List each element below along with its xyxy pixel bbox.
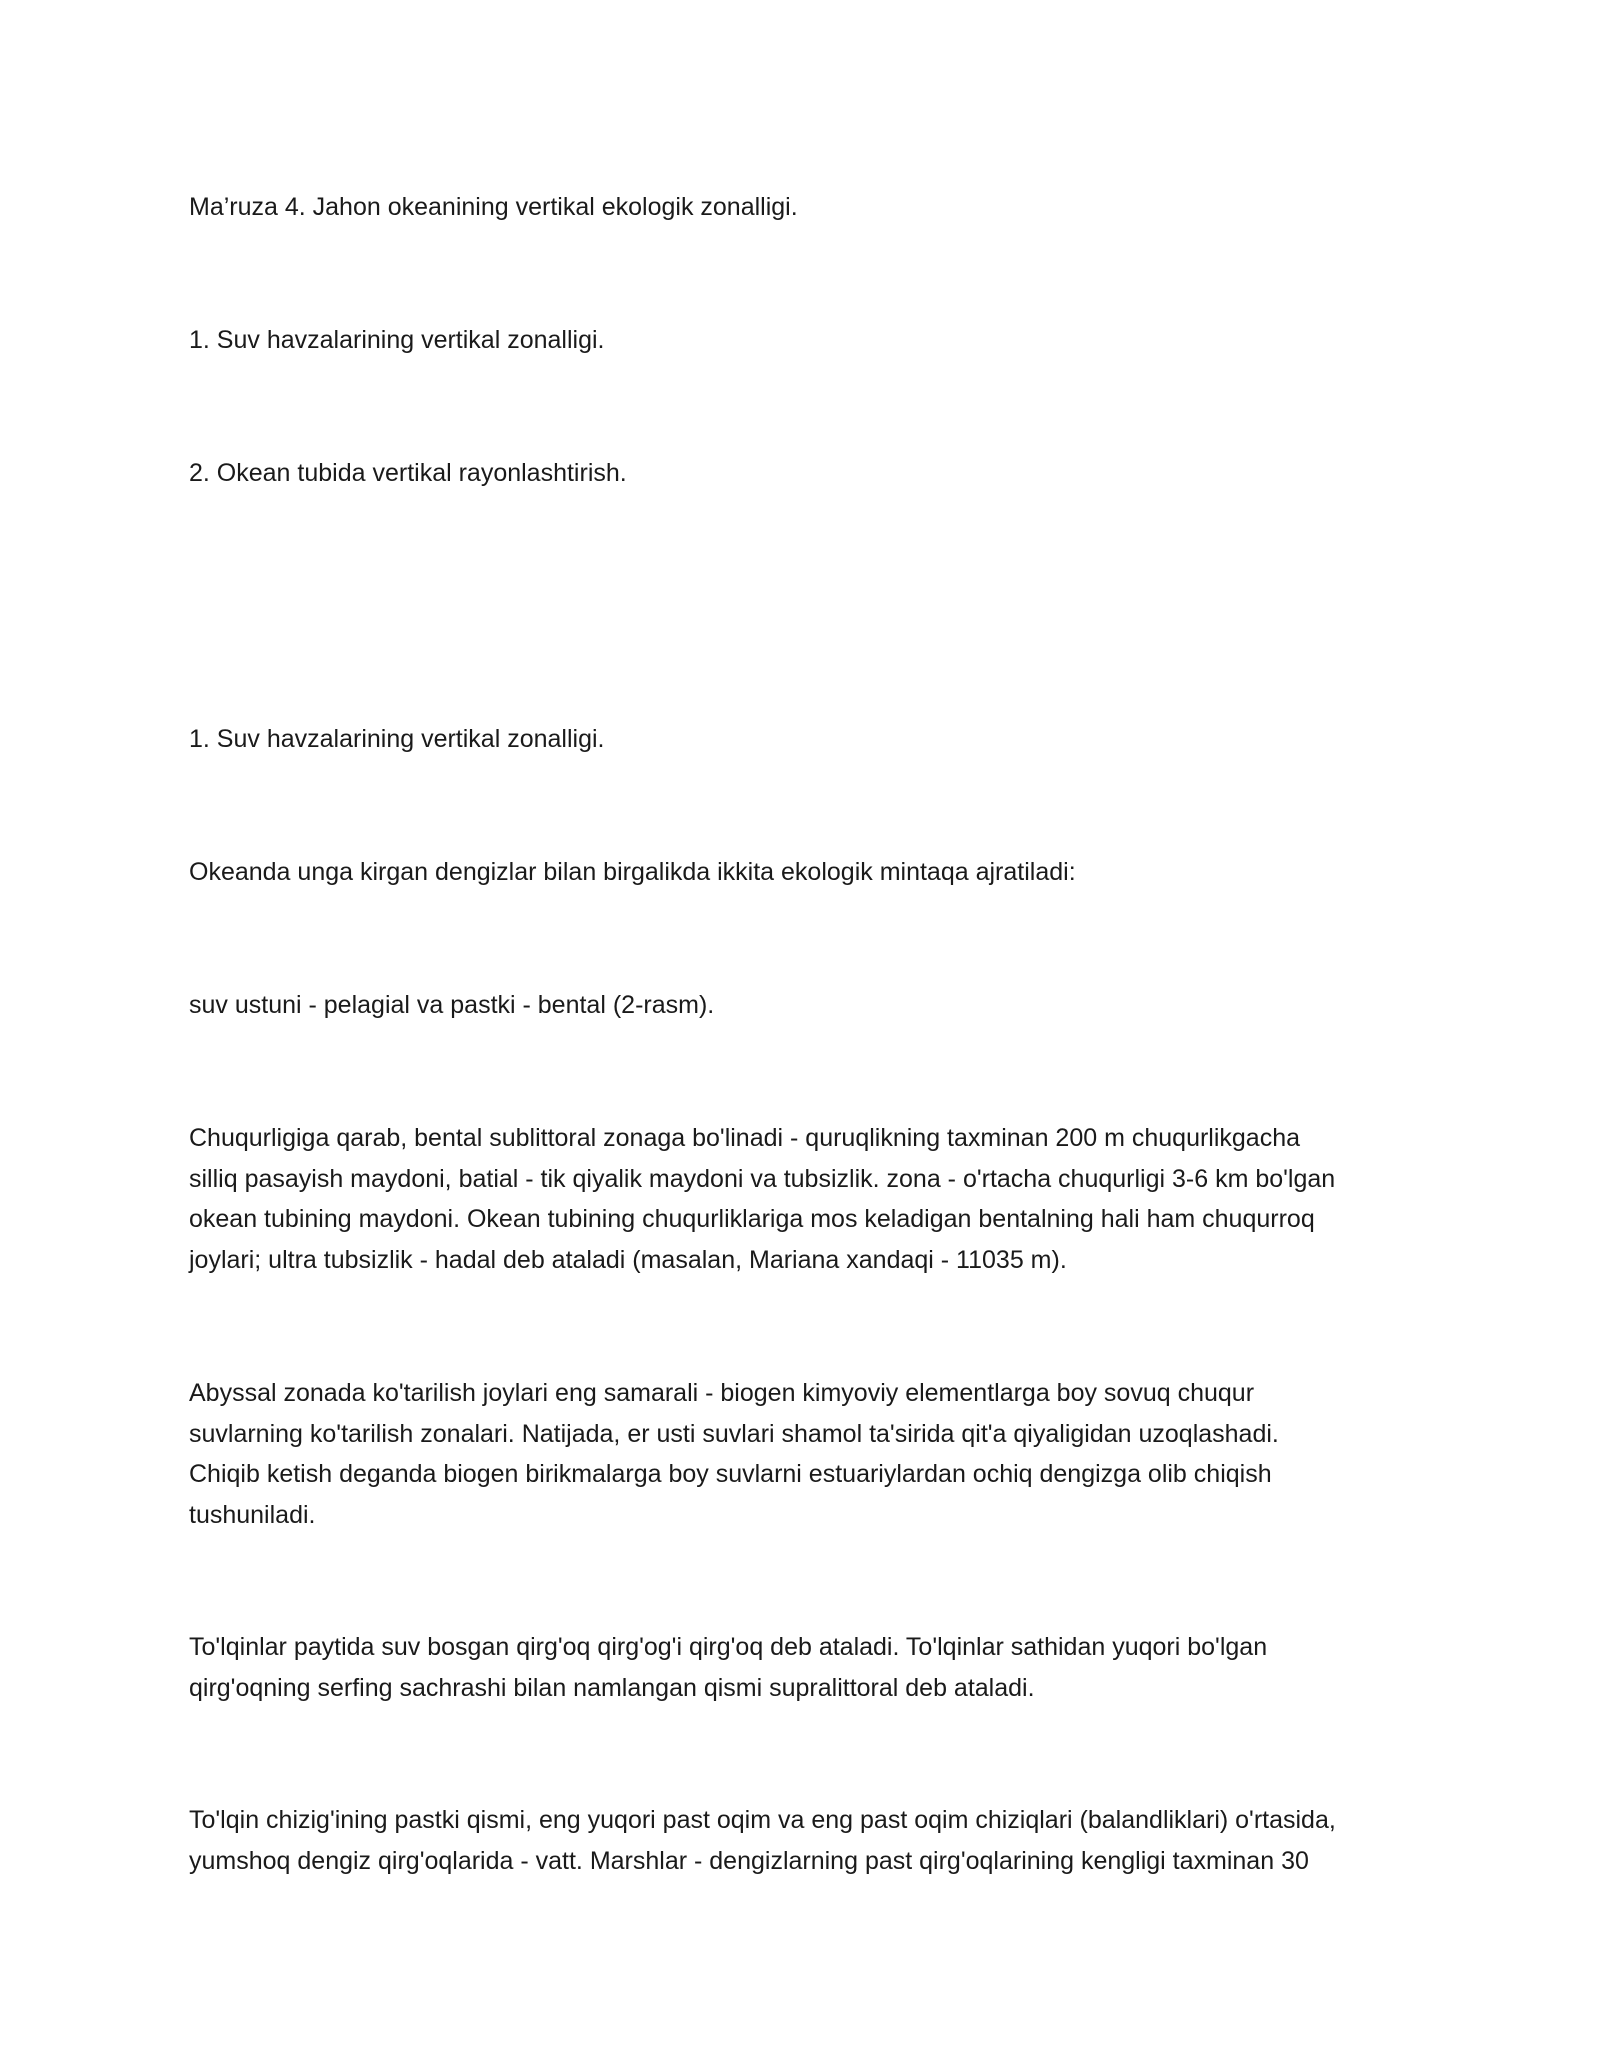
text-line: 2. Okean tubida vertikal rayonlashtirish. — [189, 459, 627, 487]
outline-item-2 — [189, 453, 1429, 494]
text-line: tushuniladi. — [189, 1500, 316, 1529]
paragraph — [189, 1118, 1429, 1280]
text-line: Chuqurligiga qarab, bental sublittoral zonaga bo'linadi - quruqlikning taxminan 200 m chuqurlikgacha — [189, 1124, 1301, 1152]
paragraph — [189, 1800, 1429, 1881]
text-line: Okeanda unga kirgan dengizlar bilan birgalikda ikkita ekologik mintaqa ajratiladi: — [189, 858, 1076, 886]
text-line: yumshoq dengiz qirg'oqlarida - vatt. Marshlar - dengizlarning past qirg'oqlarining kengligi taxminan 30 — [189, 1846, 1309, 1875]
text-line: Ma’ruza 4. Jahon okeanining vertikal ekologik zonalligi. — [189, 193, 798, 221]
section-heading — [189, 719, 1429, 760]
text-line: okean tubining maydoni. Okean tubining chuqurliklariga mos keladigan bentalning hali ham chuqurroq — [189, 1205, 1315, 1233]
paragraph — [189, 1373, 1429, 1535]
text-line: suvlarning ko'tarilish zonalari. Natijada, er usti suvlari shamol ta'sirida qit'a qiyaligidan uzoqlashadi. — [189, 1419, 1279, 1448]
text-line: Chiqib ketish deganda biogen birikmalarga boy suvlarni estuariylardan ochiq dengizga olib chiqish — [189, 1460, 1272, 1488]
outline-item-1 — [189, 320, 1429, 361]
text-line: qirg'oqning serfing sachrashi bilan namlangan qismi supralittoral deb ataladi. — [189, 1673, 1035, 1702]
document-title — [189, 187, 1429, 228]
text-line: To'lqinlar paytida suv bosgan qirg'oq qirg'og'i qirg'oq deb ataladi. To'lqinlar sathidan yuqori bo'lgan — [189, 1633, 1268, 1661]
paragraph — [189, 1627, 1429, 1708]
text-line: suv ustuni - pelagial va pastki - bental (2-rasm). — [189, 991, 715, 1019]
text-line: To'lqin chizig'ining pastki qismi, eng yuqori past oqim va eng past oqim chiziqlari (balandliklari) o'rtasida, — [189, 1806, 1336, 1834]
text-line: joylari; ultra tubsizlik - hadal deb ataladi (masalan, Mariana xandaqi - 11035 m). — [189, 1245, 1067, 1274]
text-line: 1. Suv havzalarining vertikal zonalligi. — [189, 725, 605, 753]
paragraph — [189, 852, 1429, 893]
text-line: Abyssal zonada ko'tarilish joylari eng samarali - biogen kimyoviy elementlarga boy sovuq chuqur — [189, 1379, 1255, 1407]
text-line: 1. Suv havzalarining vertikal zonalligi. — [189, 326, 605, 354]
paragraph — [189, 985, 1429, 1026]
text-line: silliq pasayish maydoni, batial - tik qiyalik maydoni va tubsizlik. zona - o'rtacha chuqurligi 3-6 km bo'lgan — [189, 1164, 1336, 1193]
